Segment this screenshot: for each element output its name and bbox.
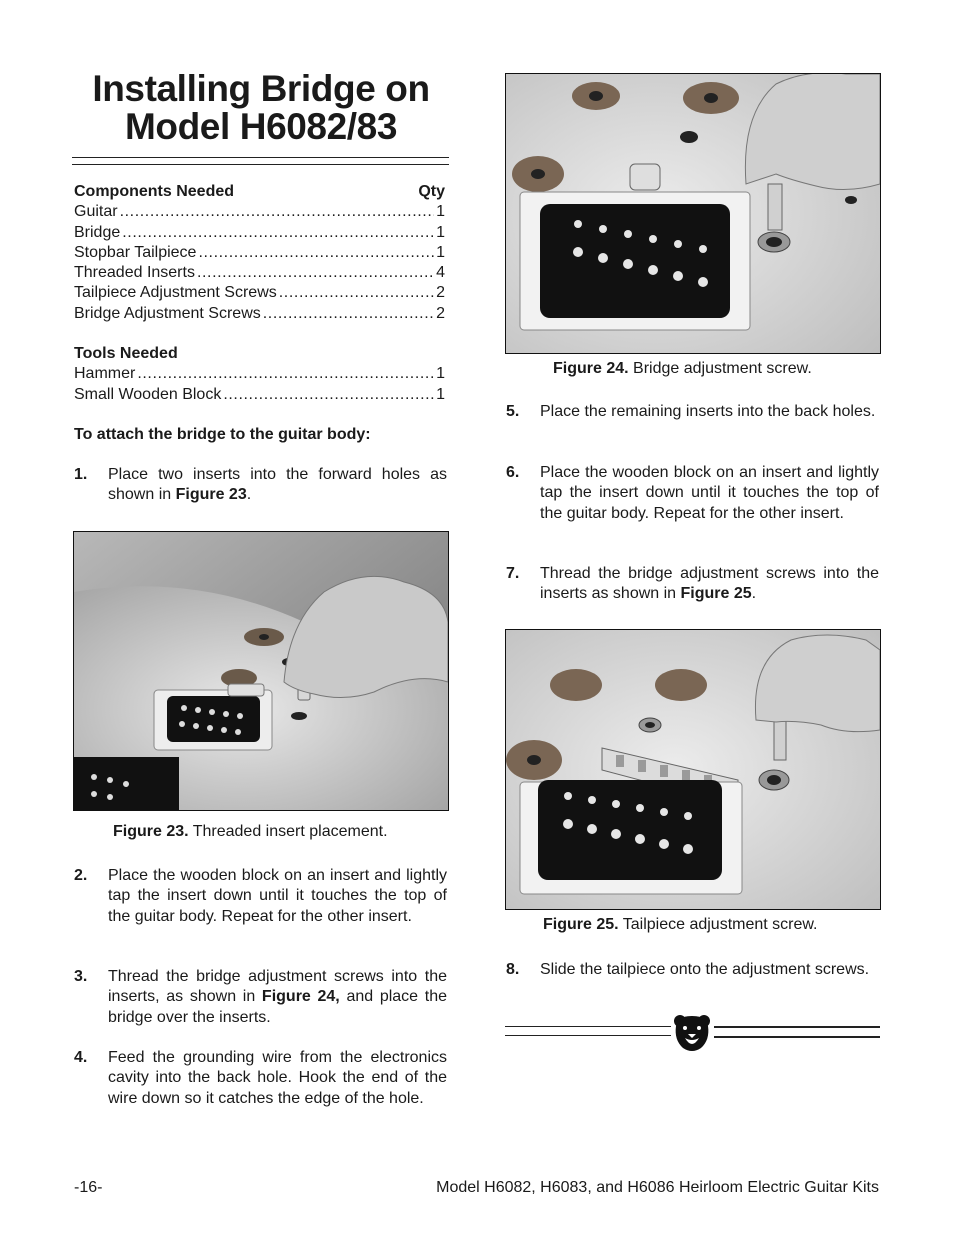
list-item	[74, 283, 445, 303]
list-item	[74, 385, 445, 405]
bear-logo-icon	[671, 1012, 713, 1054]
figure-23-text: Threaded insert placement.	[188, 823, 388, 840]
figure-25-text: Tailpiece adjustment screw.	[618, 916, 818, 933]
step-text: Thread the bridge adjustment screws into the inserts, as shown in Figure 24, and place the bridge over the inserts.	[108, 968, 447, 1026]
tool-qty: 1	[436, 385, 445, 403]
component-qty: 4	[436, 264, 445, 282]
step-6	[506, 463, 879, 524]
page-title	[72, 70, 450, 146]
step-text: Slide the tailpiece onto the adjustment screws.	[540, 961, 870, 978]
step-text: Place the wooden block on an insert and lightly tap the insert down until it touches the top of the guitar body. Repeat for the other insert.	[108, 867, 447, 925]
title-rule-top	[72, 157, 449, 158]
step-1	[74, 465, 447, 506]
list-item	[74, 243, 445, 263]
step-5	[506, 402, 879, 422]
step-text: Place the remaining inserts into the back holes.	[540, 403, 876, 420]
footer-model-text: Model H6082, H6083, and H6086 Heirloom Electric Guitar Kits	[436, 1179, 879, 1196]
page-title-line-2: Model H6082/83	[124, 106, 398, 147]
figure-23-label: Figure 23.	[113, 823, 189, 840]
step-2	[74, 866, 447, 927]
figure-24-text: Bridge adjustment screw.	[628, 360, 812, 377]
component-qty: 1	[436, 203, 445, 221]
page-number: -16-	[74, 1179, 103, 1196]
divider-left	[505, 1026, 671, 1036]
component-qty: 1	[436, 243, 445, 261]
figure-reference: Figure 25	[680, 585, 752, 603]
step-text: Place two inserts into the forward holes as shown in Figure 23.	[108, 466, 447, 504]
component-name: Threaded Inserts	[74, 264, 195, 282]
page-title-line-1: Installing Bridge on	[92, 68, 430, 109]
figure-24-photo	[505, 73, 881, 354]
component-name: Bridge Adjustment Screws	[74, 304, 261, 322]
figure-23-caption	[113, 823, 388, 841]
figure-25-image	[506, 630, 880, 909]
components-header-row	[74, 182, 445, 202]
figure-25-caption	[543, 916, 818, 934]
step-number: 7.	[506, 565, 520, 582]
title-rule-bottom	[72, 164, 449, 165]
step-3	[74, 967, 447, 1028]
step-8	[506, 960, 879, 980]
component-qty: 1	[436, 223, 445, 241]
figure-24-image	[506, 74, 880, 353]
figure-23-photo	[73, 531, 449, 811]
list-item	[74, 223, 445, 243]
tools-list	[74, 344, 445, 405]
step-number: 4.	[74, 1049, 88, 1066]
list-item	[74, 364, 445, 384]
figure-24-label: Figure 24.	[553, 360, 629, 377]
tools-header: Tools Needed	[74, 345, 178, 362]
list-item	[74, 304, 445, 324]
step-number: 8.	[506, 961, 520, 978]
step-number: 6.	[506, 464, 520, 481]
component-qty: 2	[436, 304, 445, 322]
component-name: Stopbar Tailpiece	[74, 243, 197, 261]
step-4	[74, 1048, 447, 1109]
step-number: 1.	[74, 466, 88, 483]
components-header: Components Needed	[74, 183, 235, 200]
figure-25-photo	[505, 629, 881, 910]
component-name: Bridge	[74, 223, 121, 241]
step-number: 2.	[74, 867, 88, 884]
procedure-intro: To attach the bridge to the guitar body:	[74, 426, 371, 443]
tool-qty: 1	[436, 365, 445, 383]
figure-23-image	[74, 532, 448, 810]
qty-header: Qty	[418, 183, 445, 200]
divider-right	[714, 1026, 880, 1038]
figure-24-caption	[553, 360, 812, 378]
step-number: 3.	[74, 968, 88, 985]
figure-25-label: Figure 25.	[543, 916, 619, 933]
list-item	[74, 263, 445, 283]
step-text: Feed the grounding wire from the electronics cavity into the back hole. Hook the end of the wire down so it catches the edge of the hole.	[108, 1049, 447, 1107]
figure-reference: Figure 23	[175, 486, 247, 504]
components-list	[74, 182, 445, 324]
step-text: Thread the bridge adjustment screws into the inserts as shown in Figure 25.	[540, 565, 879, 603]
component-name: Guitar	[74, 203, 118, 221]
step-7	[506, 564, 879, 605]
step-number: 5.	[506, 403, 520, 420]
step-text: Place the wooden block on an insert and lightly tap the insert down until it touches the top of the guitar body. Repeat for the other insert.	[540, 464, 879, 522]
figure-reference: Figure 24,	[261, 988, 340, 1006]
component-qty: 2	[436, 284, 445, 302]
list-item	[74, 202, 445, 222]
tool-name: Hammer	[74, 365, 136, 383]
tool-name: Small Wooden Block	[74, 385, 222, 403]
component-name: Tailpiece Adjustment Screws	[74, 284, 277, 302]
tools-header-row	[74, 344, 445, 364]
